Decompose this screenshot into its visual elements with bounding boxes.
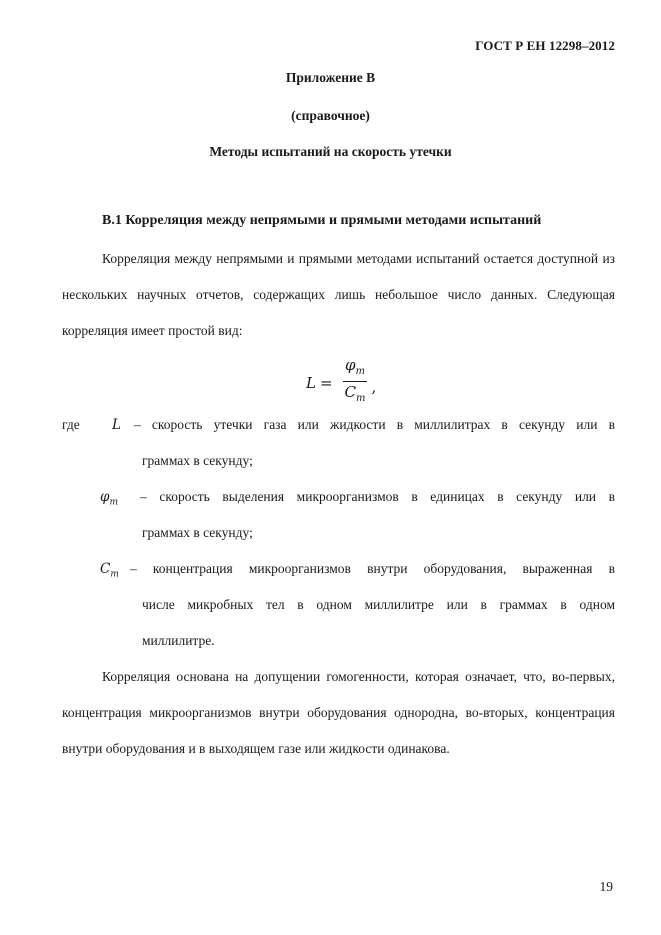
definition-symbol: $\varphi_m$ <box>100 489 118 508</box>
definition-symbol: $C_m$ <box>100 561 119 580</box>
paragraph-intro-text: Корреляция между непрямыми и прямыми методами испытаний остается доступной из нескольких научных отчетов, содержащих лишь небольшое число данных. Следующая корреляция имеет простой вид: <box>62 251 615 338</box>
formula-fraction <box>343 356 368 409</box>
formula-numerator: $\varphi_m$ <box>343 356 367 382</box>
paragraph-intro <box>62 241 615 349</box>
appendix-title: Приложение В <box>285 70 376 85</box>
standard-designation: ГОСТ Р ЕН 12298–2012 <box>475 38 615 53</box>
formula-lhs: L <box>306 373 316 392</box>
section-title: В.1 Корреляция между непрямыми и прямыми методами испытаний <box>102 213 542 228</box>
paragraph-homogeneity-text: Корреляция основана на допущении гомогенности, которая означает, что, во-первых, концентрация микроорганизмов внутри оборудования однородна, во-вторых, концентрация внутри оборудования и в выходящем газе или жидкости одинакова. <box>62 669 615 756</box>
correlation-formula <box>306 356 376 409</box>
definition-continuation: миллилитре. <box>142 633 215 648</box>
definition-text: – концентрация микроорганизмов внутри оборудования, выраженная в <box>130 561 615 576</box>
paragraph-homogeneity <box>62 659 615 767</box>
where-label: где <box>62 417 80 432</box>
formula-denominator: $C_m$ <box>344 383 366 404</box>
definition-text: – скорость выделения микроорганизмов в единицах в секунду или в <box>140 489 615 504</box>
definition-text: – скорость утечки газа или жидкости в миллилитрах в секунду или в <box>134 417 615 432</box>
page-number: 19 <box>599 879 613 894</box>
definition-continuation: граммах в секунду; <box>142 453 253 468</box>
appendix-status: (справочное) <box>291 108 370 123</box>
definition-symbol: L <box>112 417 121 433</box>
appendix-heading: Методы испытаний на скорость утечки <box>209 144 452 159</box>
definition-continuation: числе микробных тел в одном миллилитре или в граммах в одном <box>142 597 615 612</box>
formula-equals: = <box>319 373 333 392</box>
formula-comma: , <box>371 377 377 396</box>
definition-continuation: граммах в секунду; <box>142 525 253 540</box>
